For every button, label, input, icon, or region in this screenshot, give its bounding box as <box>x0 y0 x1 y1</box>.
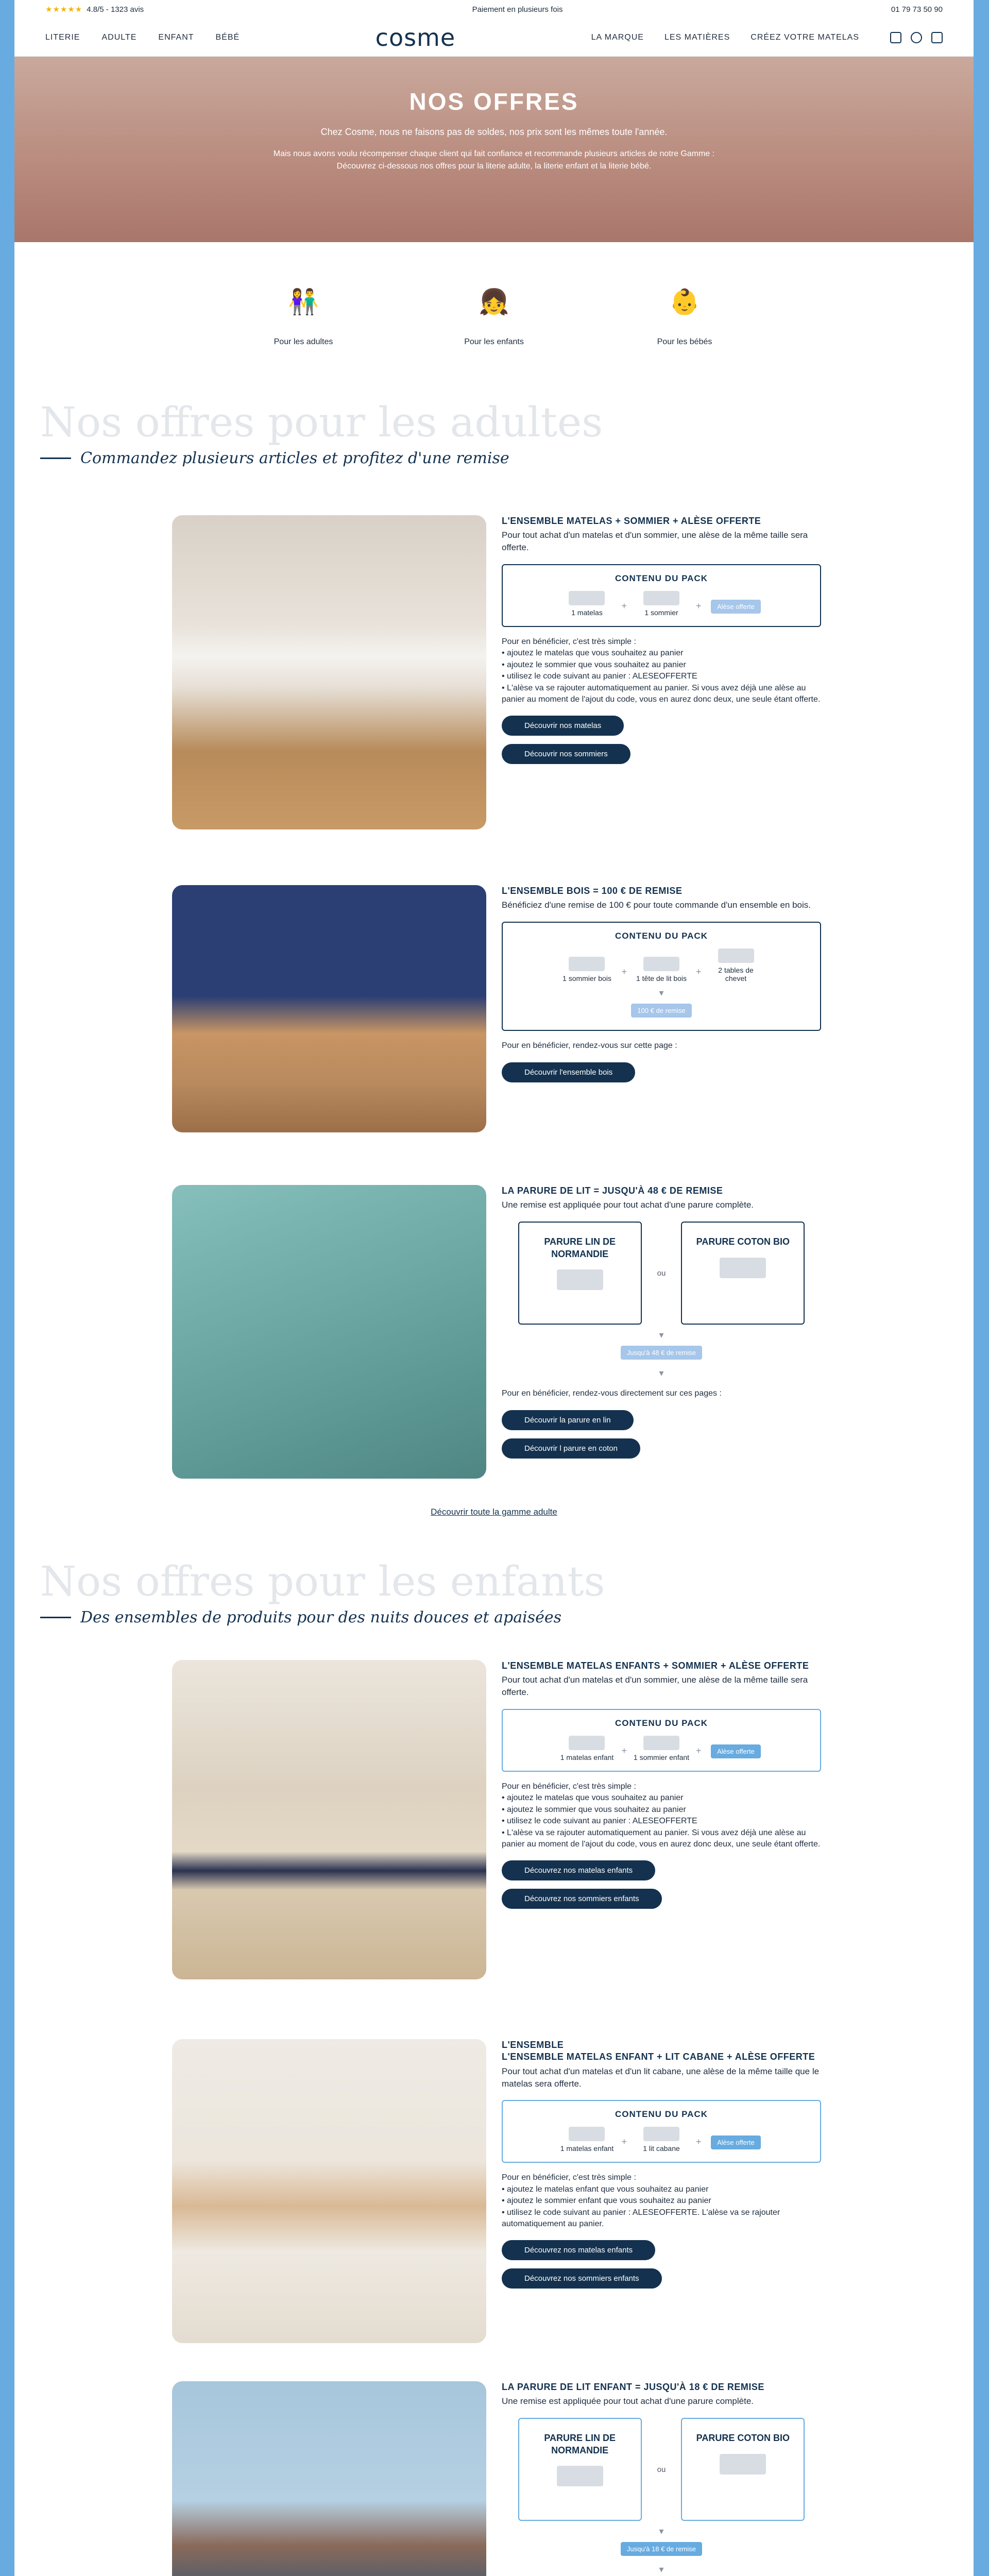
hero-banner <box>14 57 974 242</box>
arrow-down-icon: ▾ <box>659 988 664 998</box>
conditions-intro: Pour en bénéficier, c'est très simple : <box>502 2173 636 2182</box>
pack-heading: CONTENU DU PACK <box>615 573 708 583</box>
category-nav <box>14 242 974 363</box>
mattress-icon <box>569 1736 605 1750</box>
discover-kids-box-springs-button[interactable]: Découvrez nos sommiers enfants <box>502 1889 662 1909</box>
page-title: NOS OFFRES <box>409 88 579 115</box>
adults-subtitle <box>40 449 603 467</box>
plus-icon: + <box>621 967 627 977</box>
condition-item: • utilisez le code suivant au panier : ALESEOFFERTE. L'alèse va se rajouter automatiquement au panier. <box>502 2208 780 2228</box>
arrow-down-icon: ▾ <box>659 1330 664 1341</box>
offer-image <box>172 1660 486 1979</box>
pack-item: 1 sommier <box>633 591 690 617</box>
kids-icon: 👧 <box>466 273 522 330</box>
nav-item-marque[interactable]: LA MARQUE <box>591 32 644 42</box>
hero-intro: Chez Cosme, nous ne faisons pas de soldes, nos prix sont les mêmes toute l'année. <box>320 127 668 137</box>
bedding-options <box>502 1222 821 1325</box>
mattress-icon <box>569 591 605 605</box>
offer-title: L'ENSEMBLE BOIS = 100 € DE REMISE <box>502 886 683 896</box>
store-icon[interactable] <box>890 32 901 43</box>
bedding-icon <box>557 1269 603 1290</box>
gift-badge: Alèse offerte <box>711 600 761 614</box>
cabin-bed-icon <box>643 2127 679 2141</box>
box-spring-icon <box>643 591 679 605</box>
discover-kids-box-springs-button[interactable]: Découvrez nos sommiers enfants <box>502 2268 662 2289</box>
condition-item: • utilisez le code suivant au panier : ALESEOFFERTE <box>502 672 697 681</box>
condition-item: • ajoutez le matelas enfant que vous souhaitez au panier <box>502 2184 709 2194</box>
adults-section-header <box>14 398 603 467</box>
headboard-icon <box>643 957 679 971</box>
plus-icon: + <box>696 967 702 977</box>
offer-image <box>172 2381 486 2576</box>
condition-item: • L'alèse va se rajouter automatiquement au panier. Si vous avez déjà une alèse au panier au moment de l'ajout du code, vous en aurez donc deux, une seule étant offerte. <box>502 1828 821 1849</box>
rating[interactable] <box>45 5 144 14</box>
condition-item: • ajoutez le matelas que vous souhaitez au panier <box>502 1793 684 1803</box>
kids-title: Nos offres pour les enfants <box>40 1557 605 1605</box>
category-label: Pour les enfants <box>464 337 524 346</box>
pack-item: 1 lit cabane <box>633 2127 690 2153</box>
plus-icon: + <box>696 2137 702 2147</box>
main-nav <box>14 19 974 57</box>
pack-content <box>502 564 821 627</box>
divider <box>40 457 71 459</box>
discount-badge: 100 € de remise <box>631 1004 691 1018</box>
discover-box-springs-button[interactable]: Découvrir nos sommiers <box>502 744 630 764</box>
pack-item <box>708 2136 764 2153</box>
offer-instructions: Pour en bénéficier, rendez-vous sur cette page : <box>502 1041 677 1050</box>
pack-item: 1 matelas <box>558 591 615 617</box>
condition-item: • ajoutez le matelas que vous souhaitez au panier <box>502 649 684 658</box>
category-kids[interactable] <box>463 273 525 348</box>
user-icon[interactable] <box>911 32 922 43</box>
plus-icon: + <box>696 1745 702 1756</box>
conditions-list <box>502 1781 821 1850</box>
discount-badge: Jusqu'à 48 € de remise <box>621 1346 702 1360</box>
offer-title: LA PARURE DE LIT = JUSQU'À 48 € DE REMISE <box>502 1185 723 1196</box>
discover-adult-range-link[interactable]: Découvrir toute la gamme adulte <box>431 1507 557 1517</box>
conditions-intro: Pour en bénéficier, c'est très simple : <box>502 1782 636 1791</box>
pack-heading: CONTENU DU PACK <box>615 931 708 941</box>
category-label: Pour les bébés <box>657 337 712 346</box>
payment-note: Paiement en plusieurs fois <box>472 5 563 14</box>
adults-icon: 👫 <box>275 273 332 330</box>
kids-subtitle-text: Des ensembles de produits pour des nuits douces et apaisées <box>80 1608 561 1626</box>
adults-subtitle-text: Commandez plusieurs articles et profitez d'une remise <box>80 449 509 467</box>
nav-right <box>591 32 943 43</box>
discover-cotton-bedding-button[interactable]: Découvrir l parure en coton <box>502 1438 640 1459</box>
category-babies[interactable] <box>654 273 715 348</box>
nav-icons <box>890 32 943 43</box>
category-adults[interactable] <box>272 273 334 348</box>
kids-section-header <box>14 1557 605 1626</box>
pack-item: 1 sommier bois <box>558 957 615 982</box>
offer-desc: Une remise est appliquée pour tout achat d'une parure complète. <box>502 2396 754 2406</box>
nightstand-icon <box>718 948 754 963</box>
bedding-icon <box>720 1258 766 1278</box>
nav-item-enfant[interactable]: ENFANT <box>158 32 194 42</box>
offer-image <box>172 2039 486 2343</box>
divider <box>40 1617 71 1618</box>
condition-item: • ajoutez le sommier que vous souhaitez au panier <box>502 1805 686 1814</box>
arrow-down-icon: ▾ <box>659 2564 664 2575</box>
offer-desc: Bénéficiez d'une remise de 100 € pour toute commande d'un ensemble en bois. <box>502 900 811 910</box>
pack-heading: CONTENU DU PACK <box>615 2109 708 2120</box>
pack-item <box>708 600 764 617</box>
rating-stars: ★★★★★ <box>45 5 83 14</box>
rating-text: 4.8/5 - 1323 avis <box>87 5 144 14</box>
condition-item: • utilisez le code suivant au panier : ALESEOFFERTE <box>502 1817 697 1826</box>
nav-item-adulte[interactable]: ADULTE <box>101 32 137 42</box>
category-label: Pour les adultes <box>274 337 333 346</box>
page <box>14 0 974 2576</box>
conditions-list <box>502 636 821 705</box>
nav-item-literie[interactable]: LITERIE <box>45 32 80 42</box>
pack-item: 1 tête de lit bois <box>633 957 690 982</box>
linen-bedding-option: PARURE LIN DE NORMANDIE <box>518 2418 642 2521</box>
pack-item <box>708 1744 764 1761</box>
box-spring-icon <box>643 1736 679 1750</box>
nav-item-creez[interactable]: CRÉEZ VOTRE MATELAS <box>751 32 859 42</box>
pack-item: 2 tables de chevet <box>708 948 764 982</box>
offer-title: LA PARURE DE LIT ENFANT = JUSQU'À 18 € DE REMISE <box>502 2382 764 2392</box>
baby-icon: 👶 <box>656 273 713 330</box>
nav-left <box>45 33 240 42</box>
discover-kids-mattresses-button[interactable]: Découvrez nos matelas enfants <box>502 1860 655 1880</box>
adult-range-link-wrap <box>14 1507 974 1517</box>
adults-title: Nos offres pour les adultes <box>40 398 603 446</box>
plus-icon: + <box>621 1745 627 1756</box>
offer-title: L'ENSEMBLE MATELAS ENFANTS + SOMMIER + ALÈSE OFFERTE <box>502 1660 809 1671</box>
plus-icon: + <box>621 600 627 611</box>
discount-badge: Jusqu'à 18 € de remise <box>621 2542 702 2556</box>
offer-image <box>172 885 486 1132</box>
conditions-intro: Pour en bénéficier, c'est très simple : <box>502 637 636 646</box>
nav-item-bebe[interactable]: BÉBÉ <box>215 32 240 42</box>
cart-icon[interactable] <box>931 32 943 43</box>
kids-subtitle <box>40 1608 605 1626</box>
offer-desc: Pour tout achat d'un matelas et d'un lit cabane, une alèse de la même taille que le matelas sera offerte. <box>502 2066 820 2089</box>
pack-item: 1 matelas enfant <box>558 1736 615 1761</box>
bedding-icon <box>557 2466 603 2486</box>
bed-frame-icon <box>569 957 605 971</box>
offer-desc: Pour tout achat d'un matelas et d'un sommier, une alèse de la même taille sera offerte. <box>502 1675 808 1698</box>
gift-badge: Alèse offerte <box>711 2136 761 2149</box>
offer-instructions: Pour en bénéficier, rendez-vous directement sur ces pages : <box>502 1389 722 1398</box>
or-label: ou <box>657 1268 666 1278</box>
mattress-icon <box>569 2127 605 2141</box>
cotton-bedding-option: PARURE COTON BIO <box>681 2418 805 2521</box>
nav-item-matieres[interactable]: LES MATIÈRES <box>664 32 730 42</box>
condition-item: • L'alèse va se rajouter automatiquement au panier. Si vous avez déjà une alèse au panier au moment de l'ajout du code, vous en aurez donc deux, une seule étant offerte. <box>502 683 821 704</box>
pack-heading: CONTENU DU PACK <box>615 1718 708 1728</box>
conditions-list <box>502 2172 821 2230</box>
bedding-options <box>502 2418 821 2521</box>
hero-text: Mais nous avons voulu récompenser chaque client qui fait confiance et recommande plusieurs articles de notre Gamme : Découvrez ci-dessous nos offres pour la literie adulte, la literie enfant et la literie bébé. <box>273 149 715 171</box>
linen-bedding-option: PARURE LIN DE NORMANDIE <box>518 1222 642 1325</box>
condition-item: • ajoutez le sommier enfant que vous souhaitez au panier <box>502 2196 711 2206</box>
gift-badge: Alèse offerte <box>711 1744 761 1758</box>
phone-number[interactable]: 01 79 73 50 90 <box>891 5 943 14</box>
arrow-down-icon: ▾ <box>659 2526 664 2537</box>
pack-content <box>502 922 821 1031</box>
condition-item: • ajoutez le sommier que vous souhaitez au panier <box>502 660 686 669</box>
cotton-bedding-option: PARURE COTON BIO <box>681 1222 805 1325</box>
pack-content <box>502 1709 821 1772</box>
offer-desc: Une remise est appliquée pour tout achat d'une parure complète. <box>502 1200 754 1210</box>
plus-icon: + <box>696 600 702 611</box>
top-bar <box>14 0 974 19</box>
arrow-down-icon: ▾ <box>659 1368 664 1379</box>
discover-mattresses-button[interactable]: Découvrir nos matelas <box>502 716 624 736</box>
offer-desc: Pour tout achat d'un matelas et d'un sommier, une alèse de la même taille sera offerte. <box>502 530 808 553</box>
offer-title: L'ENSEMBLE MATELAS + SOMMIER + ALÈSE OFFERTE <box>502 516 761 526</box>
offer-image <box>172 515 486 829</box>
pack-item: 1 matelas enfant <box>558 2127 615 2153</box>
pack-item: 1 sommier enfant <box>633 1736 690 1761</box>
plus-icon: + <box>621 2137 627 2147</box>
discover-linen-bedding-button[interactable]: Découvrir la parure en lin <box>502 1410 634 1430</box>
discover-kids-mattresses-button[interactable]: Découvrez nos matelas enfants <box>502 2240 655 2260</box>
discover-wood-set-button[interactable]: Découvrir l'ensemble bois <box>502 1062 635 1082</box>
offer-title: L'ENSEMBLE L'ENSEMBLE MATELAS ENFANT + LIT CABANE + ALÈSE OFFERTE <box>502 2040 815 2062</box>
bedding-icon <box>720 2454 766 2475</box>
offer-image <box>172 1185 486 1479</box>
or-label: ou <box>657 2465 666 2474</box>
pack-content <box>502 2100 821 2163</box>
logo[interactable]: cosme <box>375 23 456 52</box>
